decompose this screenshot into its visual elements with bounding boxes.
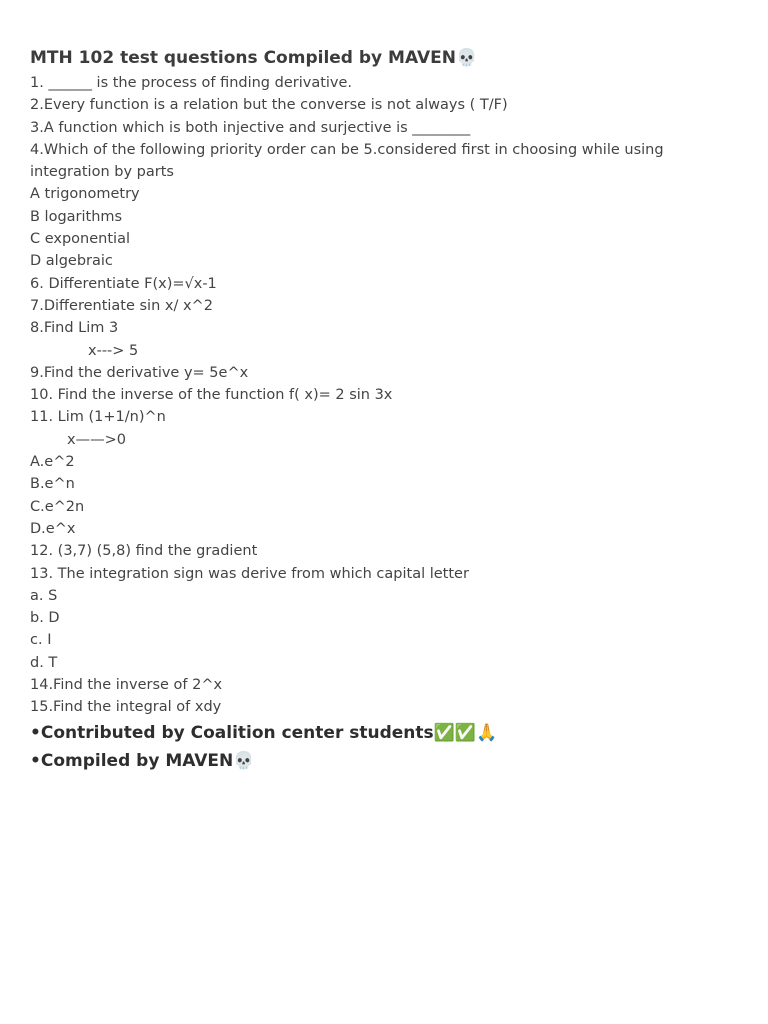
- question-3: 3.A function which is both injective and surjective is ________: [30, 119, 471, 136]
- question-11: 11. Lim (1+1/n)^n: [30, 409, 166, 426]
- question-6: 6. Differentiate F(x)=√x-1: [30, 275, 217, 292]
- option-a: a. S: [30, 587, 58, 604]
- question-2: 2.Every function is a relation but the converse is not always ( T/F): [30, 97, 508, 114]
- question-1: 1. ______ is the process of finding derivative.: [30, 75, 353, 91]
- question-7: 7.Differentiate sin x/ x^2: [30, 297, 213, 314]
- question-14: 14.Find the inverse of 2^x: [30, 677, 223, 694]
- contributor-credit: •Contributed by Coalition center students✅✅🙏: [30, 722, 498, 743]
- question-4: 4.Which of the following priority order can be 5.considered first in choosing while using integration by parts: [30, 141, 669, 181]
- question-11-limit: x——>0: [67, 431, 126, 448]
- option-b: b. D: [30, 610, 60, 627]
- option-b: B logarithms: [30, 208, 123, 225]
- question-8: 8.Find Lim 3: [30, 320, 119, 337]
- question-13: 13. The integration sign was derive from which capital letter: [30, 565, 469, 582]
- option-d: d. T: [30, 654, 58, 671]
- option-a: A trigonometry: [30, 186, 140, 203]
- question-9: 9.Find the derivative y= 5e^x: [30, 364, 249, 381]
- option-d: D algebraic: [30, 253, 113, 270]
- compiler-credit: •Compiled by MAVEN💀: [30, 750, 255, 771]
- option-c: C.e^2n: [30, 498, 85, 515]
- document-title: MTH 102 test questions Compiled by MAVEN💀: [30, 48, 478, 68]
- question-12: 12. (3,7) (5,8) find the gradient: [30, 543, 258, 560]
- question-8-limit: x---> 5: [88, 342, 139, 359]
- document: [30, 45, 730, 775]
- option-d: D.e^x: [30, 520, 76, 537]
- option-b: B.e^n: [30, 476, 75, 493]
- question-10: 10. Find the inverse of the function f( x)= 2 sin 3x: [30, 387, 393, 404]
- option-c: c. I: [30, 632, 52, 649]
- question-15: 15.Find the integral of xdy: [30, 699, 222, 716]
- option-a: A.e^2: [30, 454, 75, 471]
- option-c: C exponential: [30, 231, 130, 248]
